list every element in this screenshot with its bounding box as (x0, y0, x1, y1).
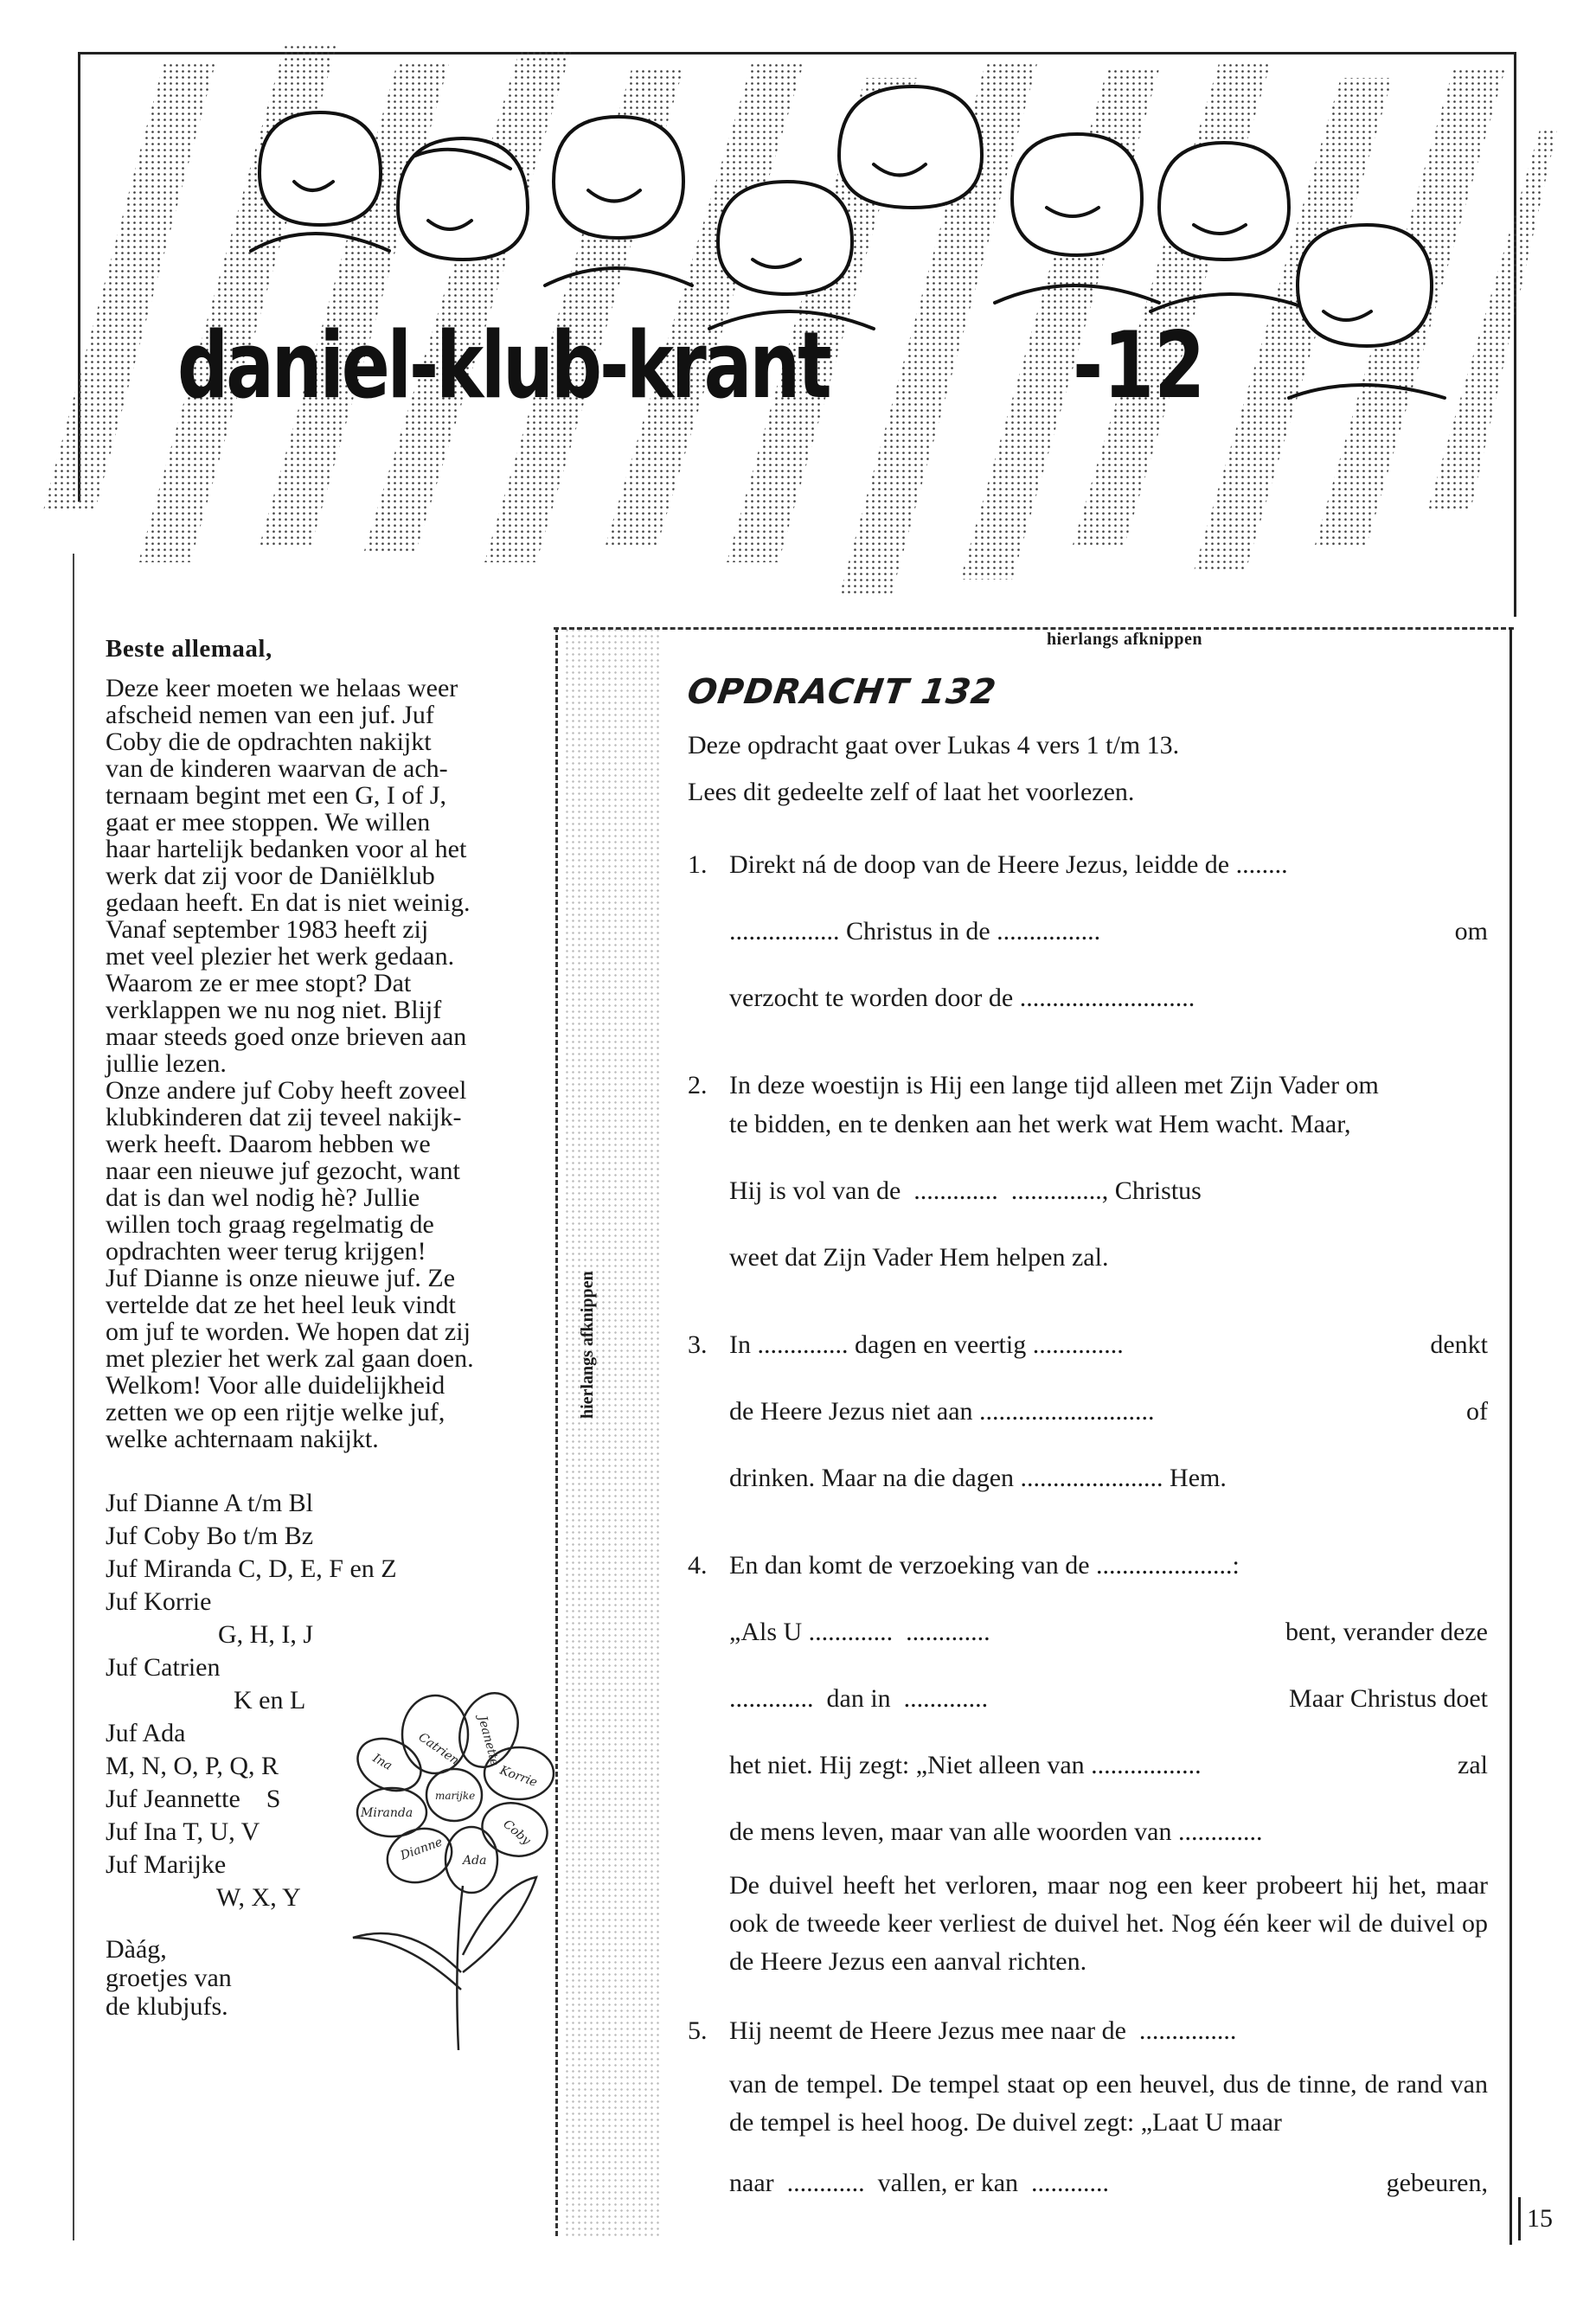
list-item: G, H, I, J (218, 1620, 313, 1649)
flower-petal-label: Jeanette (475, 1714, 502, 1768)
assignment-intro (688, 728, 1488, 822)
letter-line: van de kinderen waarvan de ach- (106, 754, 448, 783)
left-margin-line (73, 554, 74, 2240)
intro-line: Lees dit gedeelte zelf of laat het voorlezen. (688, 778, 1135, 806)
question-number: 3. (688, 1330, 708, 1359)
issue-number: -12 (1073, 312, 1206, 419)
letter-line: haar hartelijk bedanken voor al het (106, 835, 467, 863)
question-line: drinken. Maar na die dagen ...................... Hem. (729, 1464, 1227, 1492)
letter-line: Welkom! Voor alle duidelijkheid (106, 1371, 445, 1400)
letter-line: gedaan heeft. En dat is niet weinig. (106, 888, 471, 917)
flower-petal-label: Miranda (361, 1806, 413, 1820)
letter-line: Deze keer moeten we helaas weer (106, 674, 458, 702)
list-item: Juf Jeannette S (106, 1785, 281, 1813)
intro-line: Deze opdracht gaat over Lukas 4 vers 1 t/m 13. (688, 731, 1180, 760)
letter-line: om juf te worden. We hopen dat zij (106, 1317, 471, 1346)
list-item: Juf Ina T, U, V (106, 1817, 260, 1846)
question-number: 2. (688, 1071, 708, 1099)
letter-line: afscheid nemen van een juf. Juf (106, 701, 434, 729)
letter-line: ternaam begint met een G, I of J, (106, 781, 447, 810)
letter-line: naar een nieuwe juf gezocht, want (106, 1157, 460, 1185)
closing-line: de klubjufs. (106, 1992, 228, 2021)
question-line: Hij neemt de Heere Jezus mee naar de ............... (729, 2016, 1237, 2045)
letter-line: Coby die de opdrachten nakijkt (106, 727, 432, 756)
letter-line: maar steeds goed onze brieven aan (106, 1022, 467, 1051)
question-line: te bidden, en te denken aan het werk wat Hem wacht. Maar, (729, 1110, 1351, 1138)
question-line: ................. Christus in de ................ om (729, 917, 1488, 945)
flower-petal-label: Korrie (497, 1763, 540, 1791)
flower-center-label: marijke (435, 1790, 476, 1802)
question-paragraph: De duivel heeft het verloren, maar nog een keer probeert hij het, maar ook de tweede keer verliest de duivel het. Nog één keer wil de duivel op de Heere Jezus een aanval richten. (729, 1871, 1488, 1976)
question-line: In deze woestijn is Hij een lange tijd alleen met Zijn Vader om (729, 1071, 1379, 1099)
closing-line: Dàág, (106, 1935, 167, 1964)
letter-line: met plezier het werk zal gaan doen. (106, 1344, 474, 1373)
letter-body (106, 675, 538, 1452)
closing-line: groetjes van (106, 1964, 232, 1992)
letter-line: vertelde dat ze het heel leuk vindt (106, 1291, 456, 1319)
flower-petal-label: Catrien (415, 1730, 462, 1768)
letter-line: Juf Dianne is onze nieuwe juf. Ze (106, 1264, 456, 1292)
question-line: de mens leven, maar van alle woorden van ............. (729, 1817, 1263, 1846)
letter-line: opdrachten weer terug krijgen! (106, 1237, 426, 1266)
page-number-rule (1518, 2197, 1521, 2240)
question-line: En dan komt de verzoeking van de .....................: (729, 1551, 1240, 1580)
flower-petal-label: Coby (500, 1817, 534, 1849)
letter-line: welke achternaam nakijkt. (106, 1425, 379, 1453)
question-4 (688, 1548, 1488, 1981)
question-line: naar ............ vallen, er kan ............ gebeuren, (729, 2169, 1488, 2197)
letter-line: Onze andere juf Coby heeft zoveel (106, 1076, 467, 1105)
list-item: M, N, O, P, Q, R (106, 1752, 279, 1780)
list-item: Juf Marijke (106, 1850, 227, 1879)
letter-line: jullie lezen. (106, 1049, 227, 1078)
question-line: „Als U ............. ............. bent, verander deze (729, 1618, 1488, 1646)
question-3 (688, 1328, 1488, 1528)
question-line: Hij is vol van de ............. .............., Christus (729, 1176, 1202, 1205)
list-item: Juf Ada (106, 1719, 186, 1747)
shaded-strip (564, 627, 659, 2236)
page-number: 15 (1527, 2204, 1553, 2233)
question-paragraph: van de tempel. De tempel staat op een heuvel, dus de tinne, de rand van de tempel is heel hoog. De duivel zegt: „Laat U maar (729, 2070, 1488, 2137)
flower-petal-label: Dianne (398, 1835, 445, 1863)
letter-line: dat is dan wel nodig hè? Jullie (106, 1183, 420, 1212)
masthead-title: daniel-klub-krant (177, 312, 830, 419)
letter-line: werk dat zij voor de Daniëlklub (106, 862, 435, 890)
list-item: Juf Miranda C, D, E, F en Z (106, 1554, 397, 1583)
cut-label-horizontal: hierlangs afknippen (1046, 630, 1203, 649)
letter-line: gaat er mee stoppen. We willen (106, 808, 431, 836)
question-number: 4. (688, 1551, 708, 1580)
question-line: Direkt ná de doop van de Heere Jezus, leidde de ........ (729, 850, 1288, 879)
list-item: K en L (234, 1686, 306, 1715)
letter-line: zetten we op een rijtje welke juf, (106, 1398, 445, 1426)
list-item: Juf Coby Bo t/m Bz (106, 1522, 314, 1550)
question-number: 1. (688, 850, 708, 879)
list-item: Juf Dianne A t/m Bl (106, 1489, 313, 1517)
assignment-title: OPDRACHT 132 (684, 672, 999, 712)
flower-petal-label: Ada (463, 1854, 487, 1868)
assignment-column (684, 672, 1488, 2253)
question-line: ............. dan in ............. Maar Christus doet (729, 1684, 1488, 1713)
letter-line: Waarom ze er mee stopt? Dat (106, 969, 412, 997)
question-number: 5. (688, 2016, 708, 2045)
question-1 (688, 848, 1488, 1048)
letter-line: werk heeft. Daarom hebben we (106, 1130, 431, 1158)
question-5 (688, 2014, 1488, 2233)
list-item: W, X, Y (216, 1883, 301, 1912)
letter-greeting: Beste allemaal, (106, 635, 272, 663)
list-item: Juf Korrie (106, 1587, 212, 1616)
list-item: Juf Catrien (106, 1653, 221, 1682)
cut-label-vertical: hierlangs afknippen (578, 1271, 597, 1419)
question-line: verzocht te worden door de ........................... (729, 984, 1195, 1012)
question-2 (688, 1068, 1488, 1307)
flower-petal-label: Ina (370, 1751, 394, 1773)
letter-line: met veel plezier het werk gedaan. (106, 942, 455, 971)
right-frame-line (1509, 627, 1512, 2245)
question-line: de Heere Jezus niet aan ........................... of (729, 1397, 1488, 1426)
question-line: weet dat Zijn Vader Hem helpen zal. (729, 1243, 1109, 1272)
flower-doodle (342, 1687, 575, 2059)
question-line: In .............. dagen en veertig .............. denkt (729, 1330, 1488, 1359)
letter-line: Vanaf september 1983 heeft zij (106, 915, 429, 944)
letter-line: willen toch graag regelmatig de (106, 1210, 434, 1239)
question-line: het niet. Hij zegt: „Niet alleen van ................. zal (729, 1751, 1488, 1779)
letter-line: verklappen we nu nog niet. Blijf (106, 996, 442, 1024)
letter-line: klubkinderen dat zij teveel nakijk- (106, 1103, 462, 1131)
